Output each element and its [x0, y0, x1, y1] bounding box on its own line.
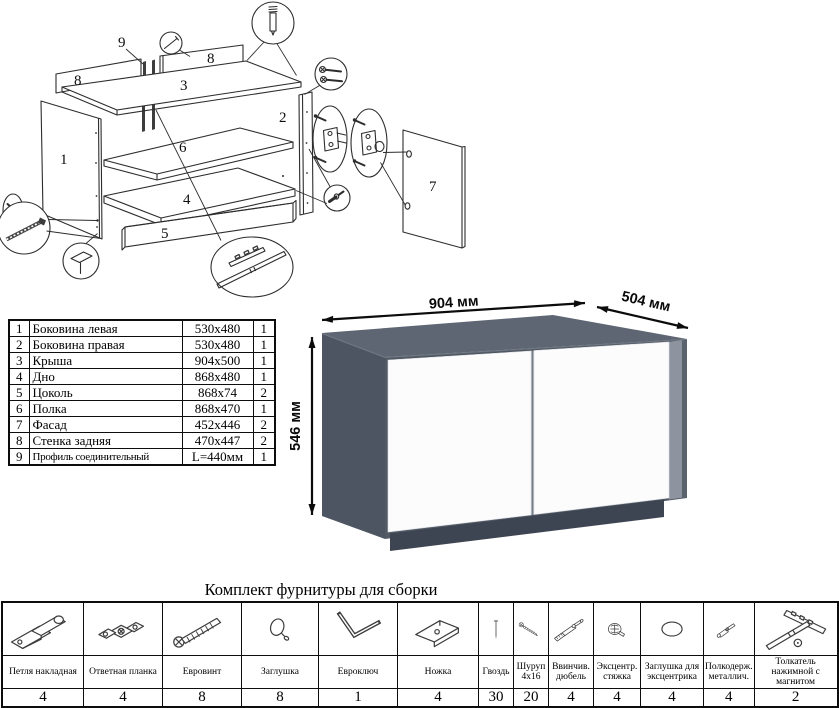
part-label-8-left: 8	[74, 73, 82, 89]
kit-item-qty: 30	[479, 689, 514, 708]
table-row	[9, 417, 275, 433]
kit-item-name: Ножка	[398, 656, 479, 689]
cabinet-door-right	[534, 342, 669, 515]
part-label-7: 7	[429, 179, 437, 195]
part-label-1: 1	[60, 152, 68, 168]
part-size: L=440мм	[182, 449, 253, 466]
kit-item-qty: 4	[549, 689, 594, 708]
parts-table	[8, 319, 276, 466]
hinge-icon	[3, 604, 83, 654]
table-row	[9, 433, 275, 449]
kit-item-name: Евровинт	[163, 656, 242, 689]
kit-item-name: Полкодерж. металлич.	[704, 656, 755, 689]
assembled-cabinet-render	[288, 280, 694, 570]
kit-item-name: Заглушка для эксцентрика	[641, 656, 704, 689]
euro-screw-icon	[163, 604, 241, 654]
part-qty: 2	[253, 417, 275, 433]
part-name: Фасад	[29, 417, 182, 433]
part-num: 5	[9, 385, 29, 401]
part-size: 868x480	[182, 369, 253, 385]
kit-item-qty: 20	[514, 689, 549, 708]
part-label-6: 6	[179, 140, 187, 156]
part-num: 2	[9, 337, 29, 353]
kit-item-qty: 4	[594, 689, 641, 708]
kit-item-name: Толкатель нажимной с магнитом	[754, 656, 838, 689]
kit-icons-row	[2, 602, 838, 656]
part-name: Полка	[29, 401, 182, 417]
exploded-view-diagram	[0, 0, 470, 316]
mounting-plate-icon	[84, 604, 162, 654]
left-side-panel	[41, 101, 102, 239]
hinge-plate-callout-icon	[351, 109, 407, 206]
part-num: 3	[9, 353, 29, 369]
width-dimension-label: 904 мм	[428, 293, 480, 313]
part-qty: 1	[253, 320, 275, 337]
kit-item-name: Евроключ	[319, 656, 398, 689]
part-name: Профиль соединительный	[29, 449, 182, 466]
hardware-kit-title: Комплект фурнитуры для сборки	[204, 580, 438, 599]
kit-item-name: Эксцентр. стяжка	[594, 656, 641, 689]
part-size: 530x480	[182, 320, 253, 337]
part-num: 6	[9, 401, 29, 417]
table-row	[9, 369, 275, 385]
part-name: Цоколь	[29, 385, 182, 401]
kit-item-qty: 4	[2, 689, 84, 708]
part-label-8-right: 8	[207, 51, 215, 67]
depth-dimension-label: 504 мм	[619, 288, 672, 316]
part-name: Боковина левая	[29, 320, 182, 337]
part-num: 1	[9, 320, 29, 337]
part-qty: 1	[253, 449, 275, 466]
push-opener-icon	[755, 604, 837, 654]
height-dimension	[288, 337, 316, 515]
part-qty: 1	[253, 369, 275, 385]
shelf-panel	[104, 128, 293, 180]
part-name: Боковина правая	[29, 337, 182, 353]
depth-dimension	[597, 289, 688, 329]
kit-item-name: Заглушка	[242, 656, 319, 689]
table-row	[9, 385, 275, 401]
part-qty: 1	[253, 353, 275, 369]
nail-icon	[479, 604, 513, 654]
kit-names-row	[2, 656, 838, 689]
cam-cap-icon	[641, 604, 703, 654]
kit-item-qty: 1	[319, 689, 398, 708]
part-name: Стенка задняя	[29, 433, 182, 449]
part-label-2: 2	[279, 110, 287, 126]
kit-item-qty: 4	[84, 689, 163, 708]
kit-item-name: Шуруп 4х16	[514, 656, 549, 689]
table-row	[9, 320, 275, 337]
part-num: 9	[9, 449, 29, 466]
part-label-3: 3	[180, 78, 188, 94]
part-qty: 1	[253, 337, 275, 353]
kit-item-name: Ответная планка	[84, 656, 163, 689]
euro-screws-callout-icon	[305, 58, 348, 95]
kit-item-qty: 4	[398, 689, 479, 708]
kit-item-qty: 8	[163, 689, 242, 708]
cap-icon	[242, 604, 318, 654]
kit-item-qty: 4	[704, 689, 755, 708]
cabinet-body	[322, 315, 687, 551]
foot-callout-icon	[63, 234, 99, 280]
part-qty: 2	[253, 385, 275, 401]
hinge-callout-icon	[313, 106, 347, 172]
screw-icon	[514, 604, 548, 654]
part-size: 868x74	[182, 385, 253, 401]
table-row	[9, 449, 275, 466]
kit-item-qty: 2	[754, 689, 838, 708]
part-label-5: 5	[161, 226, 169, 242]
part-qty: 1	[253, 401, 275, 417]
part-size: 470x447	[182, 433, 253, 449]
part-num: 4	[9, 369, 29, 385]
part-name: Крыша	[29, 353, 182, 369]
part-label-4: 4	[183, 192, 191, 208]
part-size: 530x480	[182, 337, 253, 353]
table-row	[9, 337, 275, 353]
kit-item-qty: 4	[641, 689, 704, 708]
table-row	[9, 353, 275, 369]
hardware-kit-table	[1, 601, 839, 708]
kit-item-name: Петля накладная	[2, 656, 84, 689]
part-num: 7	[9, 417, 29, 433]
part-num: 8	[9, 433, 29, 449]
foot-icon	[398, 604, 478, 654]
kit-item-name: Ввинчив. дюбель	[549, 656, 594, 689]
part-size: 904x500	[182, 353, 253, 369]
kit-item-name: Гвоздь	[479, 656, 514, 689]
part-size: 868x470	[182, 401, 253, 417]
part-size: 452x446	[182, 417, 253, 433]
cabinet-door-left	[388, 351, 531, 532]
part-qty: 2	[253, 433, 275, 449]
hex-key-icon	[319, 604, 397, 654]
height-dimension-label: 546 мм	[288, 401, 304, 451]
screw-in-dowel-icon	[549, 604, 593, 654]
cam-lock-icon	[594, 604, 640, 654]
shelf-support-icon	[707, 604, 751, 654]
kit-item-qty: 8	[242, 689, 319, 708]
table-row	[9, 401, 275, 417]
part-label-9: 9	[118, 35, 126, 51]
kit-qty-row	[2, 689, 838, 708]
part-name: Дно	[29, 369, 182, 385]
